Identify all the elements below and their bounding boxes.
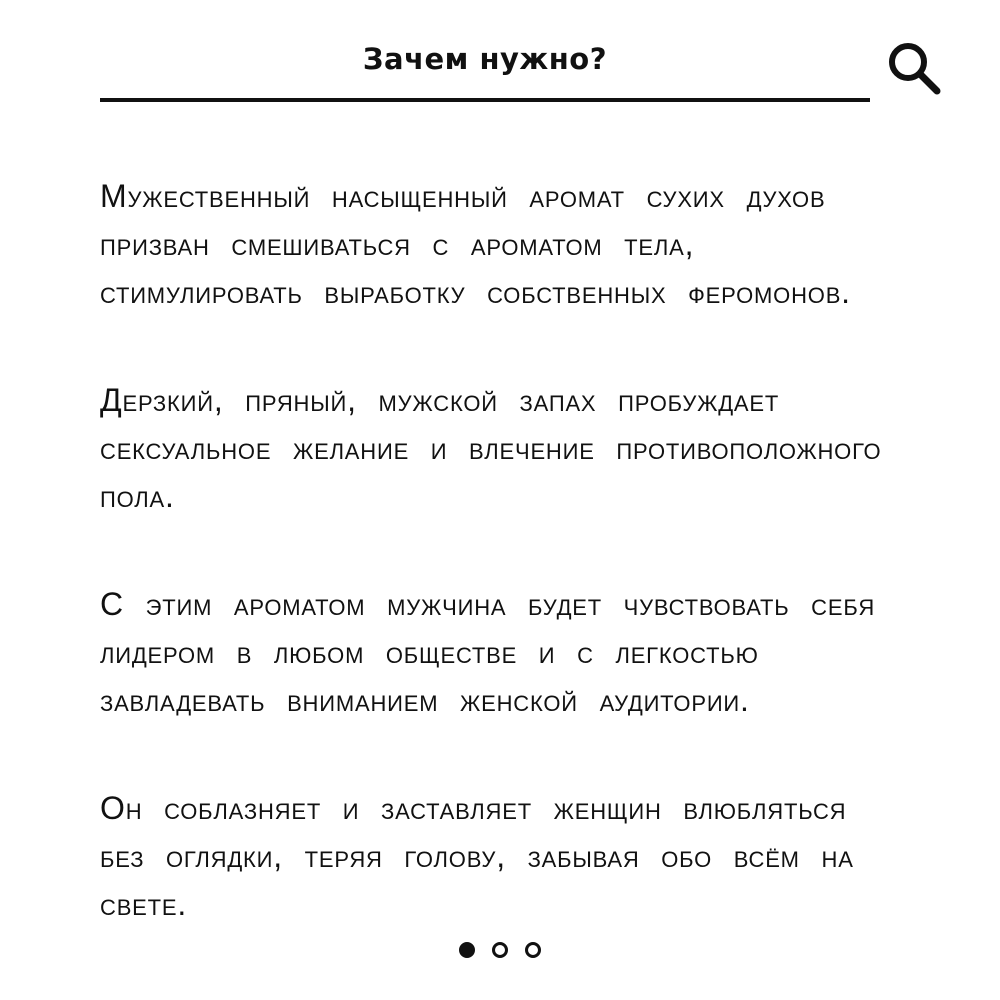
pagination-dot-1[interactable] (459, 942, 475, 958)
header (100, 36, 870, 102)
pagination-dots (0, 938, 1000, 962)
pagination-dot-3[interactable] (525, 942, 541, 958)
paragraph-2: Дерзкий, пряный, мужской запах пробуждает сексуальное желание и влечение противоположного пола. (100, 382, 882, 514)
pagination-dot-2[interactable] (492, 942, 508, 958)
paragraph-4: Он соблазняет и заставляет женщин влюбляться без оглядки, теряя голову, забывая обо всём на свете. (100, 790, 854, 922)
text-content (100, 172, 890, 988)
title-underline (100, 98, 870, 102)
paragraph-1: Мужественный насыщенный аромат сухих духов призван смешиваться с ароматом тела, стимулировать выработку собственных феромонов. (100, 178, 851, 310)
paragraph-3: С этим ароматом мужчина будет чувствовать себя лидером в любом обществе и с легкостью завладевать вниманием женской аудитории. (100, 586, 876, 718)
page-title: Зачем нужно? (362, 42, 608, 76)
search-icon[interactable] (884, 38, 944, 98)
search-icon-graphic (884, 38, 944, 98)
